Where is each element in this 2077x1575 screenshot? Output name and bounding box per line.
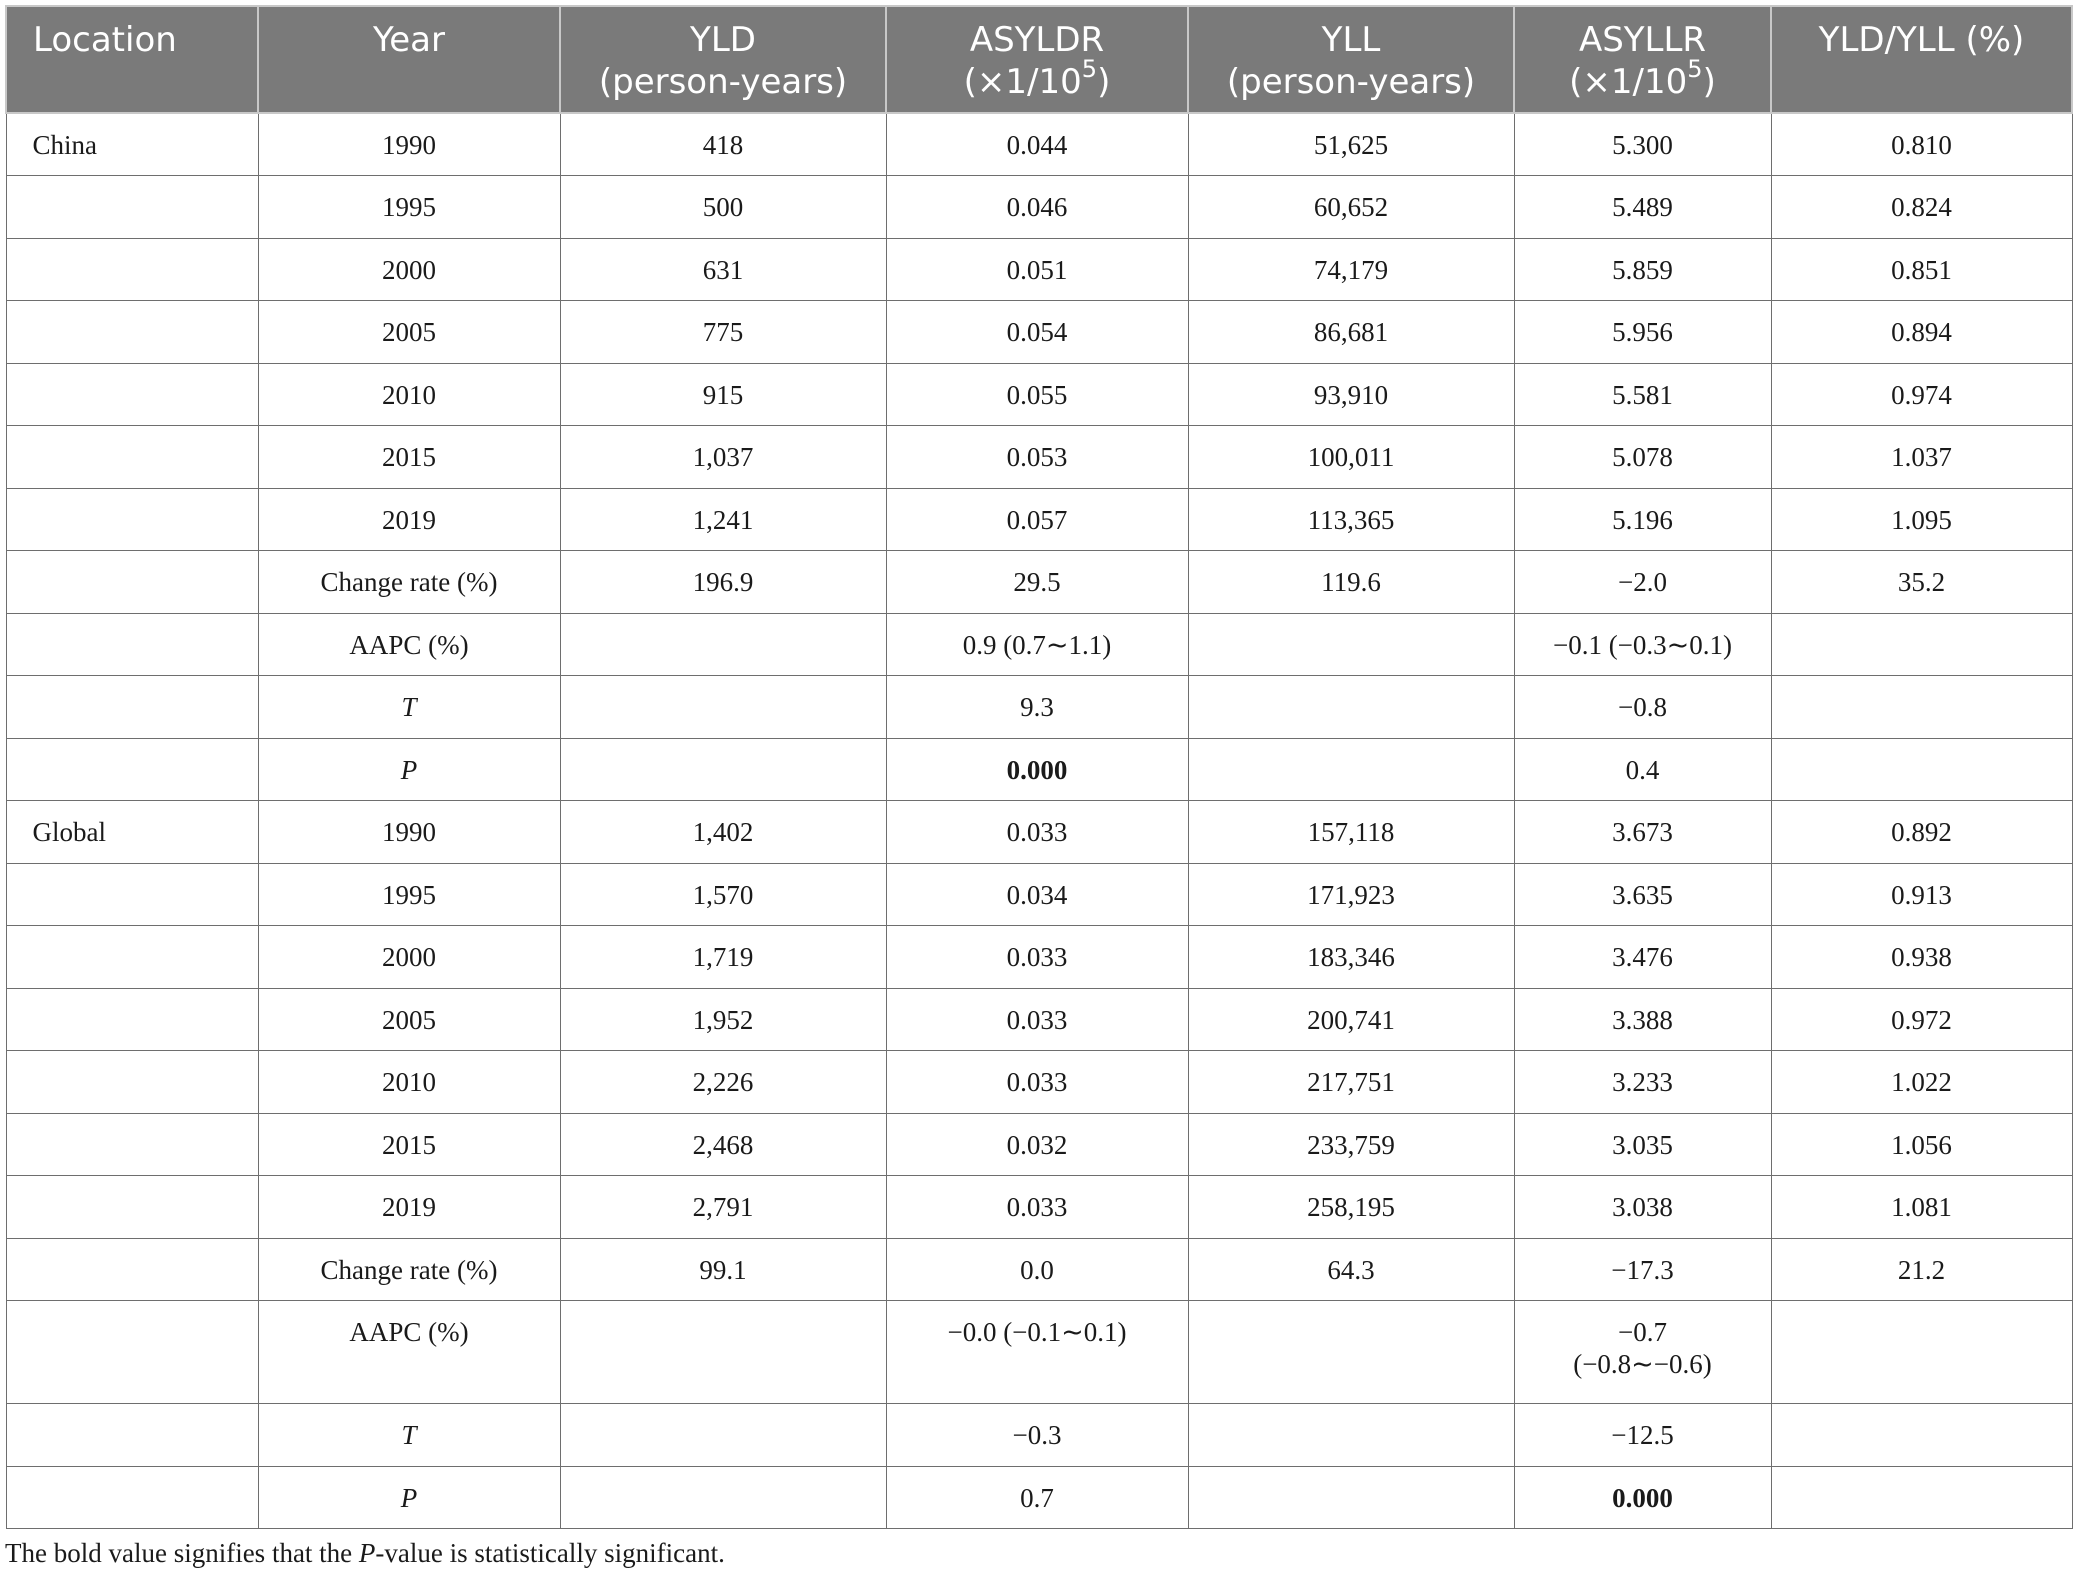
table-row — [6, 863, 2072, 926]
cell-location — [6, 426, 258, 489]
cell-asyllr: 3.233 — [1514, 1051, 1771, 1114]
cell-asyllr: 3.476 — [1514, 926, 1771, 989]
cell-yld: 1,719 — [560, 926, 886, 989]
cell-asyldr: 0.057 — [886, 488, 1188, 551]
cell-ratio — [1771, 613, 2072, 676]
table-row — [6, 301, 2072, 364]
cell-asyllr: −17.3 — [1514, 1238, 1771, 1301]
cell-ratio: 1.056 — [1771, 1113, 2072, 1176]
header-yld-yll-ratio: YLD/YLL (%) — [1771, 6, 2072, 113]
cell-year: 2015 — [258, 1113, 560, 1176]
table-row — [6, 676, 2072, 739]
table-row — [6, 1238, 2072, 1301]
cell-location — [6, 301, 258, 364]
cell-asyllr: 5.859 — [1514, 238, 1771, 301]
header-asyldr-close: ) — [1097, 62, 1111, 102]
table-row — [6, 1051, 2072, 1114]
cell-asyllr: 3.038 — [1514, 1176, 1771, 1239]
cell-yll — [1188, 1466, 1514, 1529]
table-row — [6, 988, 2072, 1051]
cell-yld: 1,570 — [560, 863, 886, 926]
cell-ratio: 0.938 — [1771, 926, 2072, 989]
table-row — [6, 926, 2072, 989]
cell-yld: 196.9 — [560, 551, 886, 614]
header-asyldr-exponent: 5 — [1081, 54, 1098, 83]
cell-asyllr: 5.489 — [1514, 176, 1771, 239]
cell-asyldr: 0.046 — [886, 176, 1188, 239]
cell-yll — [1188, 738, 1514, 801]
cell-asyldr: 0.053 — [886, 426, 1188, 489]
cell-asyllr: 0.000 — [1514, 1466, 1771, 1529]
cell-yll: 100,011 — [1188, 426, 1514, 489]
header-asyldr-unit: (×1/10 — [963, 62, 1082, 102]
cell-asyldr: 0.055 — [886, 363, 1188, 426]
cell-asyldr: 0.051 — [886, 238, 1188, 301]
cell-year: T — [258, 676, 560, 739]
header-asyllr-exponent: 5 — [1687, 54, 1703, 83]
cell-ratio: 1.022 — [1771, 1051, 2072, 1114]
cell-year: Change rate (%) — [258, 551, 560, 614]
cell-location: China — [6, 113, 258, 176]
cell-location — [6, 1466, 258, 1529]
cell-ratio: 0.810 — [1771, 113, 2072, 176]
cell-location — [6, 176, 258, 239]
cell-year: P — [258, 738, 560, 801]
table-row — [6, 1176, 2072, 1239]
cell-asyllr — [1514, 1301, 1771, 1404]
data-table — [5, 5, 2073, 1529]
table-row — [6, 801, 2072, 864]
cell-yll: 258,195 — [1188, 1176, 1514, 1239]
cell-yld — [560, 738, 886, 801]
cell-asyldr: 9.3 — [886, 676, 1188, 739]
cell-location — [6, 238, 258, 301]
header-yll-line2: (person-years) — [1226, 62, 1476, 102]
cell-yld: 1,037 — [560, 426, 886, 489]
cell-year: 1995 — [258, 176, 560, 239]
header-asyldr — [886, 6, 1188, 113]
cell-yll — [1188, 613, 1514, 676]
cell-yll: 157,118 — [1188, 801, 1514, 864]
cell-yld: 915 — [560, 363, 886, 426]
cell-asyllr: 5.078 — [1514, 426, 1771, 489]
cell-asyllr-line1: −0.7 — [1618, 1317, 1667, 1347]
cell-yld — [560, 1466, 886, 1529]
cell-yll: 74,179 — [1188, 238, 1514, 301]
cell-year: Change rate (%) — [258, 1238, 560, 1301]
header-year: Year — [258, 6, 560, 113]
header-row — [6, 6, 2072, 113]
table-body — [6, 113, 2072, 1529]
cell-ratio: 0.974 — [1771, 363, 2072, 426]
cell-ratio: 21.2 — [1771, 1238, 2072, 1301]
cell-year: 2005 — [258, 988, 560, 1051]
cell-asyldr: −0.0 (−0.1∼0.1) — [886, 1301, 1188, 1404]
cell-yld: 2,791 — [560, 1176, 886, 1239]
table-row — [6, 426, 2072, 489]
cell-ratio: 0.892 — [1771, 801, 2072, 864]
cell-yll: 183,346 — [1188, 926, 1514, 989]
table-row — [6, 176, 2072, 239]
cell-asyllr: 3.035 — [1514, 1113, 1771, 1176]
cell-yll: 93,910 — [1188, 363, 1514, 426]
cell-asyllr: −0.1 (−0.3∼0.1) — [1514, 613, 1771, 676]
cell-asyllr: −12.5 — [1514, 1404, 1771, 1467]
cell-ratio: 35.2 — [1771, 551, 2072, 614]
cell-location — [6, 363, 258, 426]
cell-yld: 631 — [560, 238, 886, 301]
cell-location: Global — [6, 801, 258, 864]
cell-yld — [560, 1301, 886, 1404]
table-row — [6, 613, 2072, 676]
cell-yll: 119.6 — [1188, 551, 1514, 614]
cell-ratio — [1771, 1404, 2072, 1467]
cell-year: 2019 — [258, 488, 560, 551]
cell-asyllr: 5.956 — [1514, 301, 1771, 364]
cell-yld: 1,402 — [560, 801, 886, 864]
cell-yld: 418 — [560, 113, 886, 176]
cell-yll: 86,681 — [1188, 301, 1514, 364]
cell-yll: 200,741 — [1188, 988, 1514, 1051]
cell-year: 2015 — [258, 426, 560, 489]
cell-year: 2005 — [258, 301, 560, 364]
cell-year: 1990 — [258, 113, 560, 176]
cell-asyldr: 0.034 — [886, 863, 1188, 926]
cell-asyllr: 3.635 — [1514, 863, 1771, 926]
cell-yld: 1,952 — [560, 988, 886, 1051]
cell-year: AAPC (%) — [258, 1301, 560, 1404]
cell-yld — [560, 613, 886, 676]
cell-year: AAPC (%) — [258, 613, 560, 676]
cell-yll — [1188, 1404, 1514, 1467]
cell-location — [6, 488, 258, 551]
footnote-text-end: -value is statistically significant. — [375, 1538, 725, 1568]
cell-asyldr: 0.000 — [886, 738, 1188, 801]
cell-yll: 64.3 — [1188, 1238, 1514, 1301]
cell-year: 2010 — [258, 363, 560, 426]
table-row — [6, 1466, 2072, 1529]
table-row — [6, 738, 2072, 801]
cell-location — [6, 1238, 258, 1301]
cell-location — [6, 738, 258, 801]
table-row — [6, 1301, 2072, 1404]
cell-asyllr: 0.4 — [1514, 738, 1771, 801]
header-asyllr — [1514, 6, 1771, 113]
cell-asyldr: 0.032 — [886, 1113, 1188, 1176]
cell-year: 1995 — [258, 863, 560, 926]
cell-location — [6, 676, 258, 739]
cell-yll: 113,365 — [1188, 488, 1514, 551]
cell-location — [6, 613, 258, 676]
cell-asyllr: −0.8 — [1514, 676, 1771, 739]
cell-ratio: 0.851 — [1771, 238, 2072, 301]
cell-asyldr: 0.044 — [886, 113, 1188, 176]
header-yll — [1188, 6, 1514, 113]
header-asyllr-line1: ASYLLR — [1578, 20, 1707, 60]
cell-yld: 1,241 — [560, 488, 886, 551]
cell-ratio: 0.894 — [1771, 301, 2072, 364]
cell-asyldr: 0.7 — [886, 1466, 1188, 1529]
header-asyldr-line2 — [893, 54, 1181, 103]
table-row — [6, 488, 2072, 551]
header-yld — [560, 6, 886, 113]
cell-asyldr: 0.033 — [886, 1051, 1188, 1114]
cell-year: 2019 — [258, 1176, 560, 1239]
cell-ratio — [1771, 1301, 2072, 1404]
table-row — [6, 113, 2072, 176]
cell-year: P — [258, 1466, 560, 1529]
cell-yll: 60,652 — [1188, 176, 1514, 239]
cell-year: 2010 — [258, 1051, 560, 1114]
cell-asyllr: 3.673 — [1514, 801, 1771, 864]
table-row — [6, 363, 2072, 426]
cell-ratio — [1771, 1466, 2072, 1529]
cell-year: 2000 — [258, 926, 560, 989]
header-asyllr-unit: (×1/10 — [1569, 62, 1688, 102]
cell-year: 1990 — [258, 801, 560, 864]
cell-location — [6, 1301, 258, 1404]
cell-location — [6, 1404, 258, 1467]
footnote-p: P — [358, 1538, 376, 1568]
cell-yll — [1188, 676, 1514, 739]
cell-yld: 775 — [560, 301, 886, 364]
table-row — [6, 551, 2072, 614]
header-asyllr-line2 — [1521, 54, 1764, 103]
cell-location — [6, 1051, 258, 1114]
cell-year: T — [258, 1404, 560, 1467]
table-header — [6, 6, 2072, 113]
header-location: Location — [6, 6, 258, 113]
cell-yll: 171,923 — [1188, 863, 1514, 926]
cell-ratio — [1771, 676, 2072, 739]
cell-yld: 2,226 — [560, 1051, 886, 1114]
cell-ratio: 0.972 — [1771, 988, 2072, 1051]
table-footnote — [5, 1538, 725, 1569]
cell-asyldr: 0.033 — [886, 926, 1188, 989]
cell-yll: 51,625 — [1188, 113, 1514, 176]
cell-ratio — [1771, 738, 2072, 801]
cell-ratio: 0.824 — [1771, 176, 2072, 239]
cell-asyldr: 0.054 — [886, 301, 1188, 364]
cell-location — [6, 863, 258, 926]
cell-asyldr: −0.3 — [886, 1404, 1188, 1467]
table-row — [6, 1113, 2072, 1176]
cell-asyllr-line2: (−0.8∼−0.6) — [1573, 1349, 1712, 1379]
table-row — [6, 1404, 2072, 1467]
cell-ratio: 0.913 — [1771, 863, 2072, 926]
header-asyldr-line1: ASYLDR — [969, 20, 1105, 60]
cell-yll — [1188, 1301, 1514, 1404]
cell-asyldr: 0.033 — [886, 1176, 1188, 1239]
cell-asyldr: 0.033 — [886, 801, 1188, 864]
cell-asyllr: 5.196 — [1514, 488, 1771, 551]
cell-asyldr: 0.0 — [886, 1238, 1188, 1301]
cell-asyldr: 29.5 — [886, 551, 1188, 614]
header-yll-line1: YLL — [1321, 20, 1381, 60]
cell-location — [6, 988, 258, 1051]
table-container — [5, 5, 2071, 1529]
footnote-text-start: The bold value signifies that the — [5, 1538, 359, 1568]
cell-yll: 217,751 — [1188, 1051, 1514, 1114]
cell-yld: 500 — [560, 176, 886, 239]
cell-asyllr: −2.0 — [1514, 551, 1771, 614]
cell-location — [6, 1113, 258, 1176]
cell-asyldr: 0.9 (0.7∼1.1) — [886, 613, 1188, 676]
cell-asyllr: 3.388 — [1514, 988, 1771, 1051]
cell-year: 2000 — [258, 238, 560, 301]
cell-yld: 99.1 — [560, 1238, 886, 1301]
cell-asyllr: 5.581 — [1514, 363, 1771, 426]
cell-yld — [560, 1404, 886, 1467]
cell-yld: 2,468 — [560, 1113, 886, 1176]
cell-yll: 233,759 — [1188, 1113, 1514, 1176]
cell-location — [6, 926, 258, 989]
cell-ratio: 1.081 — [1771, 1176, 2072, 1239]
cell-asyllr: 5.300 — [1514, 113, 1771, 176]
cell-ratio: 1.037 — [1771, 426, 2072, 489]
header-yld-line2: (person-years) — [598, 62, 848, 102]
header-asyllr-close: ) — [1702, 62, 1716, 102]
cell-asyldr: 0.033 — [886, 988, 1188, 1051]
cell-location — [6, 551, 258, 614]
cell-yld — [560, 676, 886, 739]
cell-location — [6, 1176, 258, 1239]
table-row — [6, 238, 2072, 301]
header-yld-line1: YLD — [690, 20, 756, 60]
cell-ratio: 1.095 — [1771, 488, 2072, 551]
